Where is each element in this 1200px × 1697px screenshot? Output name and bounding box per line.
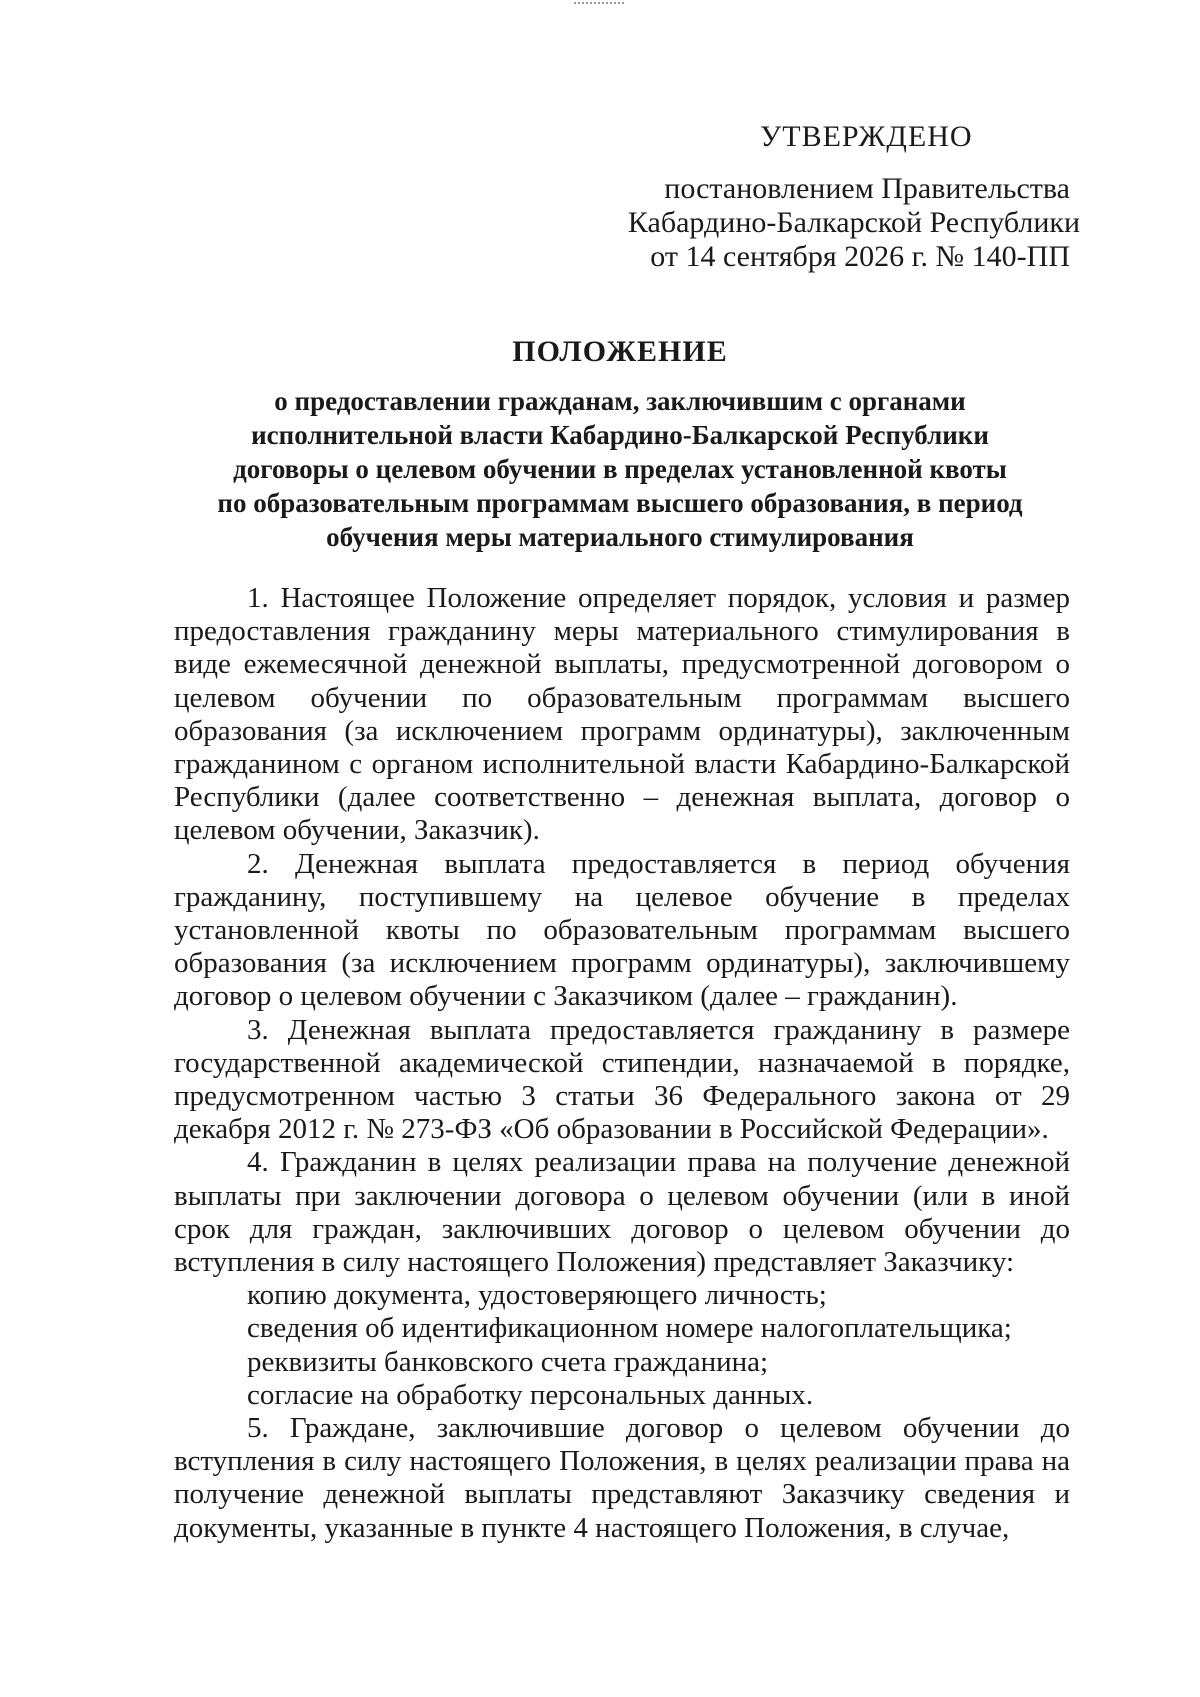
paragraph-4: 4. Гражданин в целях реализации права на получение денежной выплаты при заключении договора о целевом обучении (или в иной срок для граждан, заключивших договор о целевом обучении до вступления в силу настоящего Положения) представляет Заказчику: [174, 1146, 1070, 1279]
document-subtitle [150, 384, 1090, 554]
subtitle-line-5: обучения меры материального стимулирования [326, 522, 914, 552]
subtitle-line-3: договоры о целевом обучении в пределах установленной квоты [233, 454, 1007, 484]
list-item-tax-number: сведения об идентификационном номере налогоплательщика; [247, 1312, 1012, 1345]
list-item-bank-details: реквизиты банковского счета гражданина; [247, 1345, 769, 1378]
approval-heading: УТВЕРЖДЕНО [760, 120, 973, 153]
subtitle-line-4: по образовательным программам высшего образования, в период [217, 488, 1023, 518]
approval-line-2: Кабардино-Балкарской Республики [627, 206, 1080, 239]
subtitle-line-1: о предоставлении гражданам, заключившим с органами [274, 386, 966, 416]
list-item-identity-document: копию документа, удостоверяющего личность; [247, 1279, 827, 1312]
paragraph-5: 5. Граждане, заключившие договор о целевом обучении до вступления в силу настоящего Положения, в целях реализации права на получение денежной выплаты представляют Заказчику сведения и документы, указанные в пункте 4 настоящего Положения, в случае, [174, 1412, 1070, 1544]
document-title: ПОЛОЖЕНИЕ [512, 335, 728, 368]
subtitle-line-2: исполнительной власти Кабардино-Балкарской Республики [251, 420, 989, 450]
paragraph-3: 3. Денежная выплата предоставляется гражданину в размере государственной академической стипендии, назначаемой в порядке, предусмотренном частью 3 статьи 36 Федерального закона от 29 декабря 2012 г. № 273-ФЗ «Об образовании в Российской Федерации». [174, 1013, 1070, 1146]
approval-line-3: от 14 сентября 2026 г. № 140-ПП [650, 240, 1070, 273]
scan-artifact [574, 2, 624, 8]
list-item-data-consent: согласие на обработку персональных данных. [247, 1378, 814, 1411]
approval-line-1: постановлением Правительства [664, 172, 1070, 205]
document-body [174, 582, 1070, 1545]
paragraph-2: 2. Денежная выплата предоставляется в период обучения гражданину, поступившему на целевое обучение в пределах установленной квоты по образовательным программам высшего образования (за исключением программ ординатуры), заключившему договор о целевом обучении с Заказчиком (далее – гражданин). [174, 847, 1070, 1013]
paragraph-1: 1. Настоящее Положение определяет порядок, условия и размер предоставления гражданину меры материального стимулирования в виде ежемесячной денежной выплаты, предусмотренной договором о целевом обучении по образовательным программам высшего образования (за исключением программ ординатуры), заключенным гражданином с органом исполнительной власти Кабардино-Балкарской Республики (далее соответственно – денежная выплата, договор о целевом обучении, Заказчик). [174, 582, 1070, 847]
